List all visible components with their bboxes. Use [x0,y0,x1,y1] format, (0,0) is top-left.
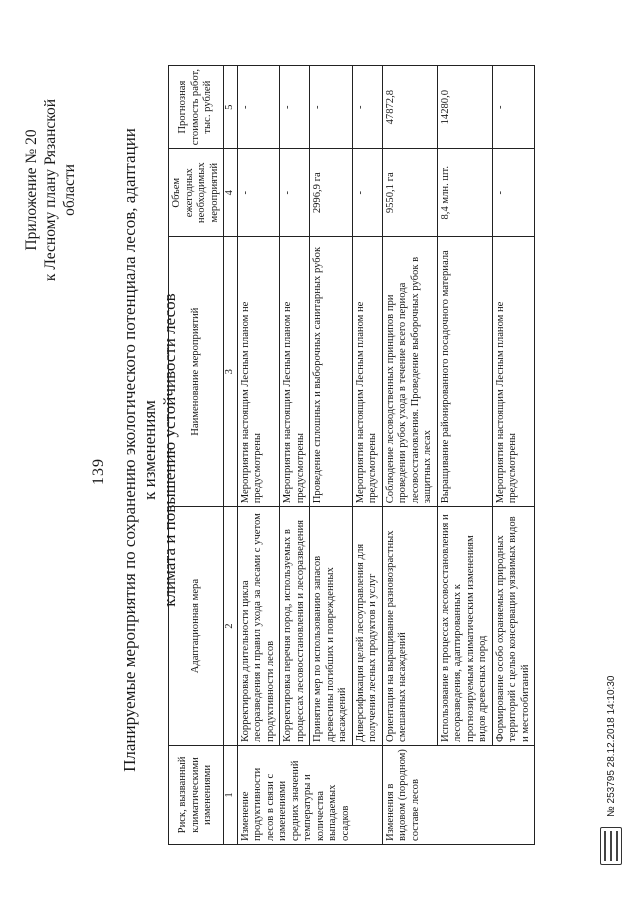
risk-cell: Изменение продуктивности лесов в связи с изменениями средних значений температуры и количества выпадаемых осадков [237,745,382,844]
measure-cell: Принятие мер по использованию запасов древесины погибших и поврежденных насаждений [310,507,353,746]
measure-cell: Формирование особо охраняемых природных территорий с целью консервации уязвимых видов и местообитаний [492,507,535,746]
volume-cell: 9550,1 га [382,149,437,237]
header-cost: Прогнозная стоимость работ, тыс. рублей [169,66,224,149]
table-row [382,66,437,845]
cost-cell: - [492,66,535,149]
activity-cell: Мероприятия настоящим Лесным планом не предусмотрены [280,237,310,507]
activity-cell: Соблюдение лесоводственных принципов при проведении рубок ухода в течение всего периода лесовосстановления. Проведение выборочных рубок в защитных лесах [382,237,437,507]
measure-cell: Ориентация на выращивание разновозрастных смешанных насаждений [382,507,437,746]
activity-cell: Выращивание районированного посадочного материала [437,237,492,507]
volume-cell: - [237,149,280,237]
table-header-row [169,66,224,845]
header-activity: Наименование мероприятий [169,237,224,507]
activity-cell: Мероприятия настоящим Лесным планом не предусмотрены [352,237,382,507]
volume-cell: - [492,149,535,237]
header-measure: Адаптационная мера [169,507,224,746]
page-number: 139 [90,458,107,485]
appendix-line-1: Приложение № 20 [23,129,40,251]
table-row [352,66,382,845]
table-row [492,66,535,845]
column-number-row [224,66,238,845]
cost-cell: 47872,8 [382,66,437,149]
activity-cell: Мероприятия настоящим Лесным планом не предусмотрены [237,237,280,507]
stamp-text: № 253795 28.12.2018 14:10:30 [605,675,617,817]
cost-cell: - [352,66,382,149]
measures-table [168,65,535,845]
title-line-1: Планируемые мероприятия по сохранению экологического потенциала лесов, адаптации к изменениям [120,128,159,772]
registration-stamp [600,676,622,865]
column-number: 5 [224,66,238,149]
column-number: 1 [224,745,238,844]
table-row [310,66,353,845]
measure-cell: Использование в процессах лесовосстановления и лесоразведения, адаптированных к прогнозируемым климатическим изменениям видов древесных пород [437,507,492,746]
column-number: 2 [224,507,238,746]
cost-cell: 14280,0 [437,66,492,149]
measure-cell: Корректировка перечня пород, используемых в процессах лесовосстановления и лесоразведения [280,507,310,746]
table-row [237,66,280,845]
table-row [280,66,310,845]
cost-cell: - [310,66,353,149]
activity-cell: Мероприятия настоящим Лесным планом не предусмотрены [492,237,535,507]
measure-cell: Корректировка длительности цикла лесоразведения и правил ухода за лесами с учетом продуктивности лесов [237,507,280,746]
column-number: 3 [224,237,238,507]
column-number: 4 [224,149,238,237]
header-risk: Риск, вызванный климатическими изменениями [169,745,224,844]
volume-cell: - [352,149,382,237]
measure-cell: Диверсификация целей лесоуправления для получения лесных продуктов и услуг [352,507,382,746]
volume-cell: 2996,9 га [310,149,353,237]
table-row [437,66,492,845]
activity-cell: Проведение сплошных и выборочных санитарных рубок [310,237,353,507]
appendix-caption [22,60,79,320]
cost-cell: - [237,66,280,149]
appendix-line-2: к Лесному плану Рязанской [42,98,59,282]
volume-cell: 8,4 млн. шт. [437,149,492,237]
title-line-2: климата и повышению устойчивости лесов [160,293,179,607]
risk-cell: Изменения в видовом (породном) составе лесов [382,745,535,844]
header-volume: Объем ежегодных необходимых мероприятий [169,149,224,237]
volume-cell: - [280,149,310,237]
appendix-line-3: области [61,164,78,216]
stamp-logo-icon [600,827,622,865]
cost-cell: - [280,66,310,149]
